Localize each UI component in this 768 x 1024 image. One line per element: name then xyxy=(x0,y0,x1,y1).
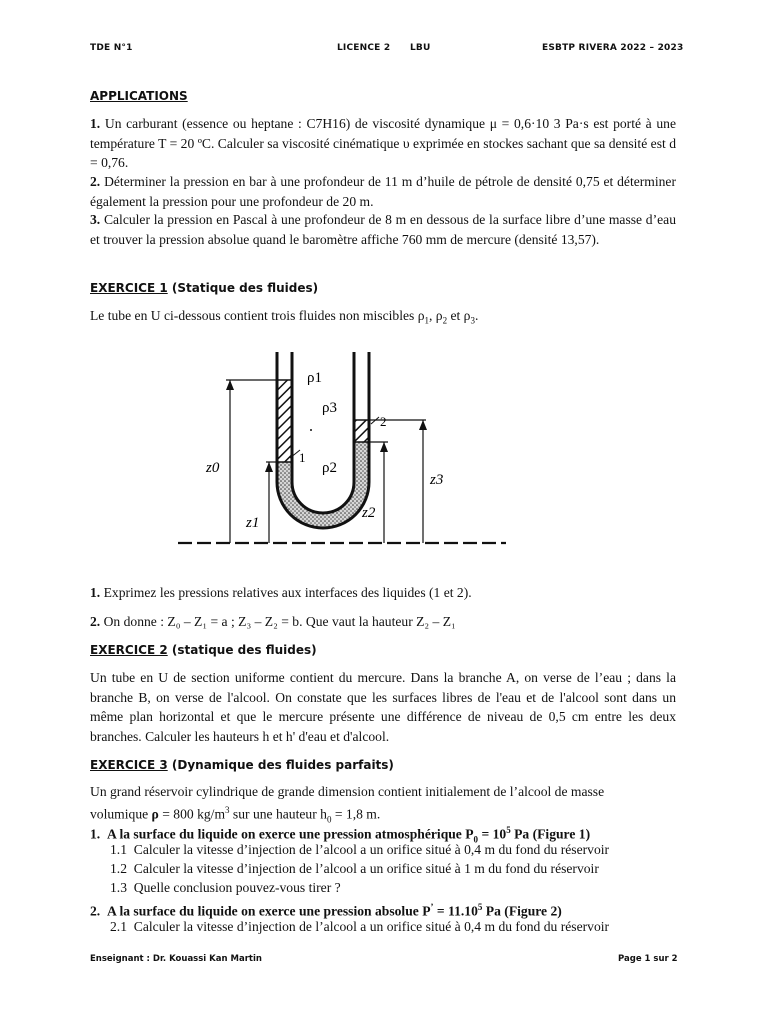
exercise1-intro: Le tube en U ci-dessous contient trois fluides non miscibles $\rho_1$, $\rho_2$ et $\rho_3$. xyxy=(90,308,479,326)
exercise3-heading xyxy=(90,758,394,772)
exercise3-subquestion-2-1: 2.1 Calculer la vitesse d’injection de l’alcool a un orifice situé à 0,4 m du fond du réservoir xyxy=(110,919,610,934)
u-tube-figure xyxy=(176,332,511,567)
interface-1-label: 1 xyxy=(299,450,306,465)
item-number: 1. xyxy=(90,116,101,131)
header-level: LICENCE 2 xyxy=(337,43,391,53)
rho3-label: ρ3 xyxy=(322,400,337,416)
exercise2-text: Un tube en U de section uniforme contient du mercure. Dans la branche A, on verse de l’eau ; dans la branche B, on verse de l'alcool. On constate que les surfaces libres de l'eau et de l'alcool sont dans un même plan horizontal et que le mercure présente une différence de niveau de 0,5 cm entre les deux branches. Calculer les hauteurs h et h' d'eau et d'alcool. xyxy=(90,670,676,744)
rho1-label: ρ1 xyxy=(307,370,322,386)
exercise3-intro-line2: volumique ρ = 800 $kg/m^3$ sur une hauteur $h_0 = 1,8$ m. xyxy=(90,805,381,825)
applications-title: APPLICATIONS xyxy=(90,89,188,103)
exercise3-intro-line1: Un grand réservoir cylindrique de grande dimension contient initialement de l’alcool de masse xyxy=(90,784,605,799)
application-item-1 xyxy=(90,114,676,173)
exercise3-subtitle: (Dynamique des fluides parfaits) xyxy=(171,758,394,772)
exercise3-part-2: 2. A la surface du liquide on exerce une pression absolue $P^’ = 11.10^5$ Pa (Figure 2) xyxy=(90,902,562,919)
exercise3-subquestion-1-2: 1.2 Calculer la vitesse d’injection de l’alcool a un orifice situé à 1 m du fond du réservoir xyxy=(110,861,599,876)
item-text: Déterminer la pression en bar à une profondeur de 11 m d’huile de pétrole de densité 0,75 et déterminer également la pression pour une profondeur de 20 m. xyxy=(90,174,676,209)
z1-label: z1 xyxy=(246,515,260,531)
item-number: 2. xyxy=(90,174,101,189)
exercise2-heading xyxy=(90,643,317,657)
exercise3-part-1: 1. A la surface du liquide on exerce une pression atmosphérique $P_0 = 10^5$ Pa (Figure 1) xyxy=(90,825,591,845)
exercise2-title: EXERCICE 2 xyxy=(90,643,168,657)
application-item-3 xyxy=(90,210,676,249)
fluid-rho1 xyxy=(277,380,292,462)
application-item-2 xyxy=(90,172,676,211)
exercise3-title: EXERCICE 3 xyxy=(90,758,168,772)
exercise1-heading xyxy=(90,281,318,295)
interface-2-label: 2 xyxy=(380,414,387,429)
footer-page-number: Page 1 sur 2 xyxy=(618,954,678,964)
item-number: 3. xyxy=(90,212,101,227)
exercise2-subtitle: (statique des fluides) xyxy=(171,643,317,657)
tube-inner-wall xyxy=(292,352,354,513)
item-text: Calculer la pression en Pascal à une profondeur de 8 m en dessous de la surface libre d’une masse d’eau et trouver la pression absolue quand le baromètre affiche 760 mm de mercure (densité 13,57). xyxy=(90,212,676,247)
rho2-label: ρ2 xyxy=(322,460,337,476)
exercise1-question-1: 1. Exprimez les pressions relatives aux interfaces des liquides (1 et 2). xyxy=(90,585,472,600)
fluid-rho3 xyxy=(354,420,369,442)
exercise1-title: EXERCICE 1 xyxy=(90,281,168,295)
z0-label: z0 xyxy=(206,460,220,476)
footer-teacher: Enseignant : Dr. Kouassi Kan Martin xyxy=(90,954,262,964)
header-right: ESBTP RIVERA 2022 – 2023 xyxy=(542,43,684,53)
exercise1-question-2: 2. On donne : Z₀ – Z₁ = a ; Z₃ – Z₂ = b. Que vaut la hauteur Z₂ – Z₁ xyxy=(90,614,456,629)
exercise1-subtitle: (Statique des fluides) xyxy=(171,281,319,295)
header-program: LBU xyxy=(410,43,431,53)
exercise3-subquestion-1-1: 1.1 Calculer la vitesse d’injection de l’alcool a un orifice situé à 0,4 m du fond du réservoir xyxy=(110,842,610,857)
item-text: Un carburant (essence ou heptane : C7H16) de viscosité dynamique μ = 0,6·10 3 Pa·s est porté à une température T = 20 ºC. Calculer sa viscosité cinématique υ exprimée en stockes sachant que sa densité est d = 0,76. xyxy=(90,116,676,170)
exercise3-subquestion-1-3: 1.3 Quelle conclusion pouvez-vous tirer ? xyxy=(110,880,341,895)
header-left: TDE N°1 xyxy=(90,43,133,53)
z2-label: z2 xyxy=(362,505,376,521)
z3-label: z3 xyxy=(430,472,444,488)
